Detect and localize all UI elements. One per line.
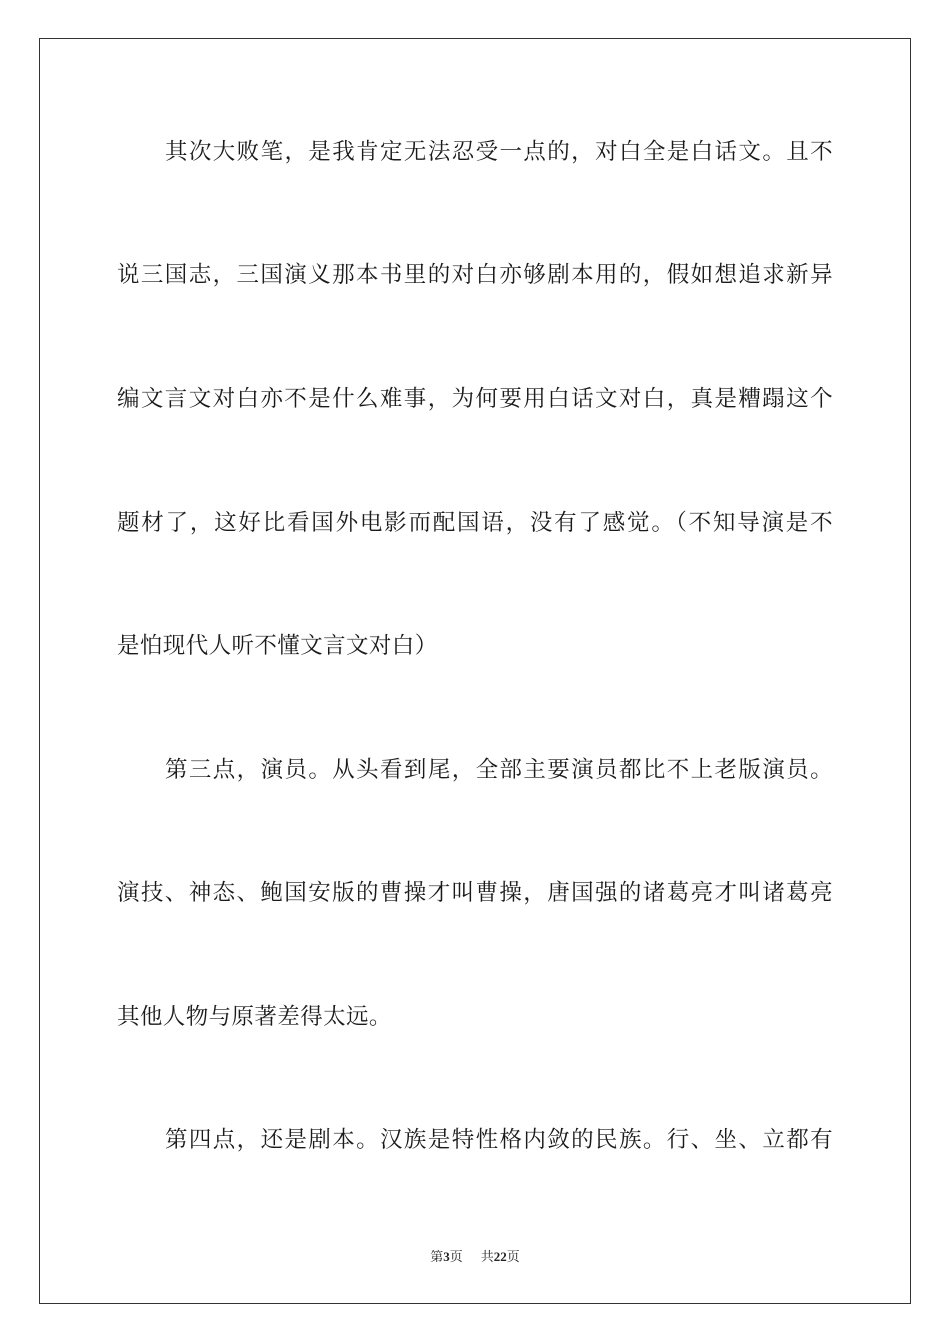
paragraph-1-line-2: 说三国志，三国演义那本书里的对白亦够剧本用的，假如想追求新异: [117, 262, 833, 288]
paragraph-1-line-5: 是怕现代人听不懂文言文对白）: [117, 633, 438, 659]
paragraph-1-line-4: 题材了，这好比看国外电影而配国语，没有了感觉。（不知导演是不: [117, 510, 833, 536]
total-suffix: 页: [506, 1250, 520, 1265]
paragraph-3-line-1: 第四点，还是剧本。汉族是特性格内敛的民族。行、坐、立都有: [165, 1127, 833, 1153]
total-pages-number: 22: [493, 1249, 507, 1264]
page-prefix: 第: [430, 1250, 444, 1265]
page-border: [39, 38, 911, 1304]
paragraph-2-line-3: 其他人物与原著差得太远。: [117, 1004, 392, 1030]
paragraph-2-line-2: 演技、神态、鲍国安版的曹操才叫曹操，唐国强的诸葛亮才叫诸葛亮: [117, 880, 833, 906]
current-page-number: 3: [443, 1249, 450, 1264]
page-footer: [0, 1248, 950, 1267]
page-suffix: 页: [449, 1250, 463, 1265]
paragraph-1-line-1: 其次大败笔，是我肯定无法忍受一点的，对白全是白话文。且不: [165, 139, 833, 165]
paragraph-1-line-3: 编文言文对白亦不是什么难事，为何要用白话文对白，真是糟蹋这个: [117, 386, 833, 412]
paragraph-2-line-1: 第三点，演员。从头看到尾，全部主要演员都比不上老版演员。: [165, 757, 833, 783]
total-prefix: 共: [480, 1250, 494, 1265]
